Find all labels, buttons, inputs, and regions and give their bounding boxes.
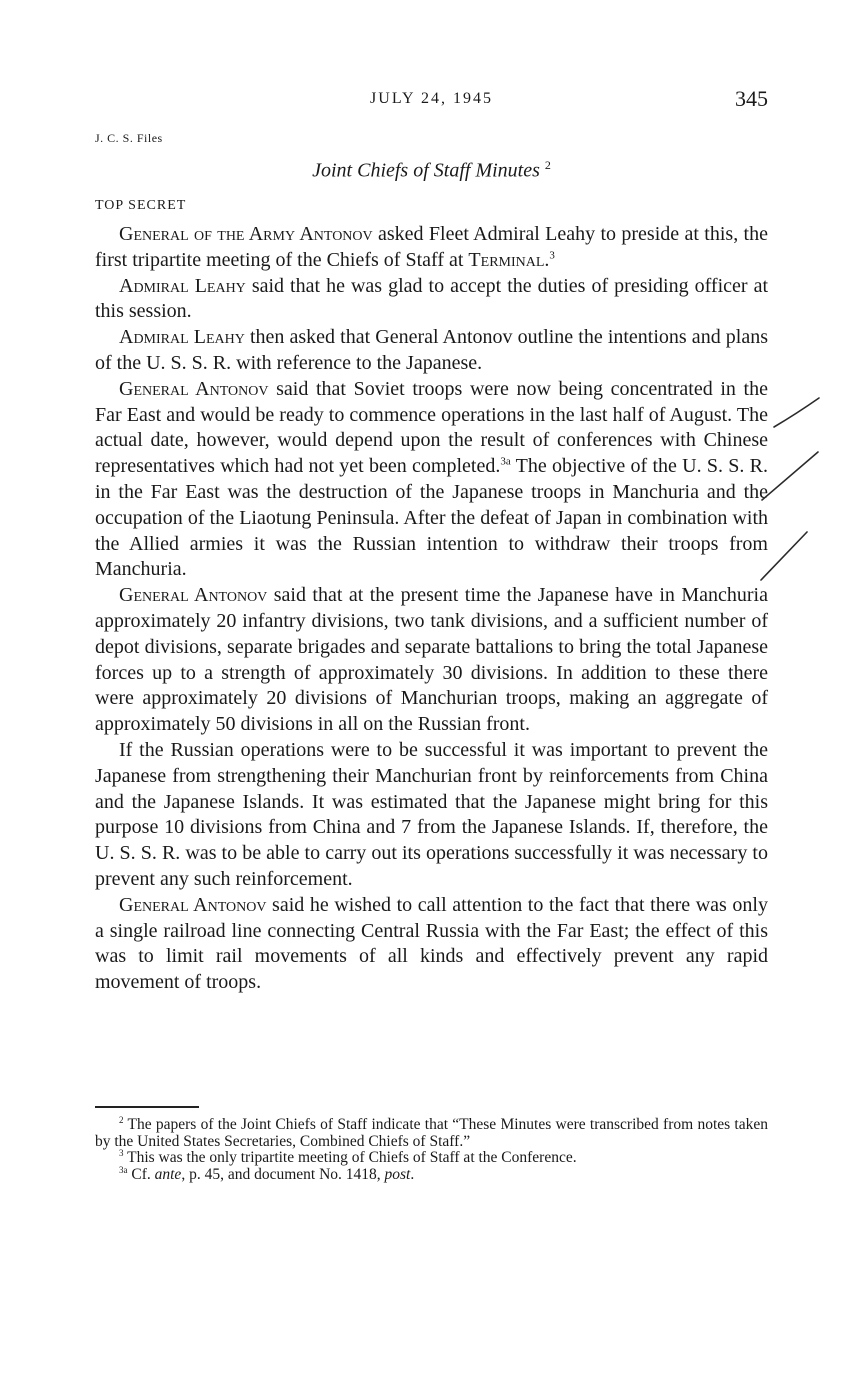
paragraph-text: asked Fleet Admiral Leahy to preside at this, the first tripartite meeting of the Chiefs of Staff at: [95, 223, 768, 271]
paragraph-text: said that he was glad to accept the duties of presiding officer at this session.: [95, 274, 769, 323]
page-number: 345: [735, 86, 768, 111]
paragraph-text: said that Soviet troops were now being concentrated in the Far East and would be ready to commence operations in the last half of August. The actual date, however, would depend upon the result of conferences with Chinese representatives which had not yet been completed.: [95, 377, 768, 478]
speaker: General Antonov: [119, 584, 268, 607]
source-line: J. C. S. Files: [95, 131, 163, 145]
footnote-text: .: [410, 1165, 415, 1183]
footnote-text: This was the only tripartite meeting of Chiefs of Staff at the Conference.: [123, 1149, 577, 1166]
speaker: Admiral Leahy: [119, 326, 245, 349]
footnote-italic: post: [384, 1165, 411, 1183]
paragraph-text: said that at the present time the Japanese have in Manchuria approximately 20 infantry divisions, two tank divisions, and a sufficient number of depot divisions, separate brigades and separate battalions to bring the total Japanese forces up to a strength of approximately 30 divisions. In addition to these there were approximately 20 divisions of Manchurian troops, making an aggregate of approximately 50 divisions in all on the Russian front.: [95, 584, 768, 736]
conference-codename: Terminal.: [468, 248, 550, 271]
footnote-text: Cf.: [127, 1165, 155, 1183]
footnote-mark: 3a: [119, 1164, 128, 1175]
footnote-text: The papers of the Joint Chiefs of Staff indicate that “These Minutes were transcribed from notes taken by the United States Secretaries, Combined Chiefs of Staff.”: [95, 1116, 768, 1150]
paragraph-text: then asked that General Antonov outline the intentions and plans of the U. S. S. R. with reference to the Japanese.: [95, 326, 769, 374]
footnote-ref: 3: [549, 249, 555, 262]
paragraph-text: said he wished to call attention to the fact that there was only a single railroad line connecting Central Russia with the Far East; the effect of this was to limit rail movements of all kinds and effectively prevent any rapid movement of troops.: [95, 893, 768, 994]
footnote-italic: ante: [154, 1165, 182, 1183]
paragraph-text: The objective of the U. S. S. R. in the Far East was the destruction of the Japanese troops in Manchuria and the occupation of the Liaotung Peninsula. After the defeat of Japan in combination with the Allied armies it was the Russian intention to withdraw their troops from Manchuria.: [95, 455, 768, 581]
running-date: JULY 24, 1945: [370, 90, 493, 107]
speaker: Admiral Leahy: [119, 274, 246, 297]
paragraph-text: If the Russian operations were to be successful it was important to prevent the Japanese from strengthening their Manchurian front by reinforcements from China and the Japanese Islands. It was estimated that the Japanese might bring for this purpose 10 divisions from China and 7 from the Japanese Islands. If, therefore, the U. S. S. R. was to be able to carry out its operations successfully it was necessary to prevent any such reinforcement.: [95, 738, 768, 890]
classification-label: TOP SECRET: [95, 198, 187, 213]
speaker: General Antonov: [119, 893, 267, 916]
speaker: General of the Army Antonov: [119, 223, 373, 245]
check-mark: [761, 532, 807, 580]
check-mark: [774, 398, 819, 427]
footnote-ref: 3a: [500, 455, 511, 468]
footnote-text: , p. 45, and document No. 1418,: [181, 1165, 385, 1183]
document-title-text: Joint Chiefs of Staff Minutes: [312, 159, 540, 182]
footnote-mark: 3: [119, 1147, 124, 1158]
speaker: General Antonov: [119, 377, 269, 400]
footnote-mark: 2: [119, 1114, 124, 1125]
check-mark: [762, 452, 818, 500]
title-footnote-ref: 2: [544, 158, 551, 172]
